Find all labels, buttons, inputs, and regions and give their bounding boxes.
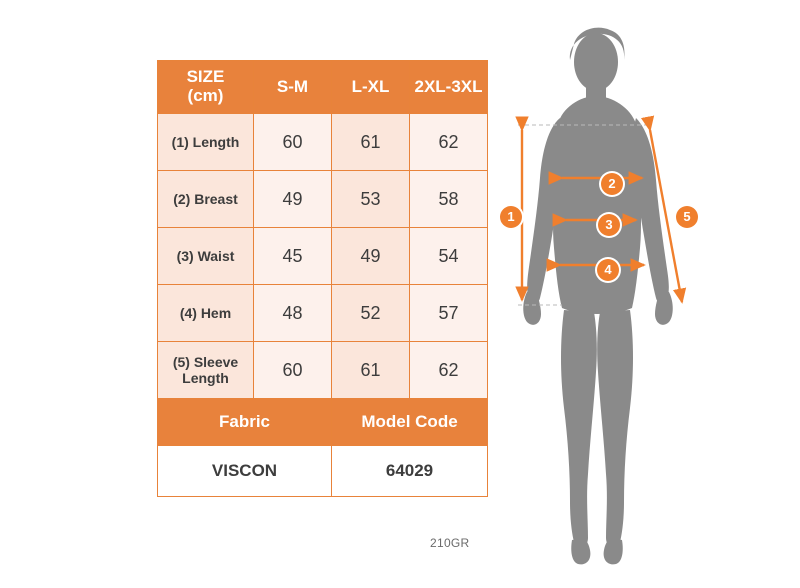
marker-1: 1 bbox=[500, 206, 522, 228]
cell-length-l-xl: 61 bbox=[332, 114, 410, 171]
table-row bbox=[158, 114, 488, 171]
marker-5: 5 bbox=[676, 206, 698, 228]
size-table bbox=[157, 60, 488, 497]
size-header-line1: SIZE bbox=[186, 67, 225, 87]
row-label-waist: (3) Waist bbox=[158, 228, 254, 285]
table-header-row bbox=[158, 61, 488, 114]
marker-2: 2 bbox=[601, 173, 623, 195]
column-header-l-xl: L-XL bbox=[332, 61, 410, 114]
size-table-container bbox=[157, 60, 482, 497]
row-label-breast: (2) Breast bbox=[158, 171, 254, 228]
female-silhouette-icon bbox=[523, 28, 673, 565]
model-code-header: Model Code bbox=[332, 399, 488, 446]
cell-sleeve-s-m: 60 bbox=[254, 342, 332, 399]
cell-length-2xl-3xl: 62 bbox=[410, 114, 488, 171]
size-unit-header bbox=[158, 61, 254, 114]
size-header-line2: (cm) bbox=[187, 86, 224, 105]
row-label-hem: (4) Hem bbox=[158, 285, 254, 342]
figure-container bbox=[500, 20, 780, 568]
cell-hem-s-m: 48 bbox=[254, 285, 332, 342]
cell-sleeve-2xl-3xl: 62 bbox=[410, 342, 488, 399]
model-code-value: 64029 bbox=[332, 446, 488, 497]
table-footer-value-row bbox=[158, 446, 488, 497]
column-header-s-m: S-M bbox=[254, 61, 332, 114]
fabric-header: Fabric bbox=[158, 399, 332, 446]
cell-hem-2xl-3xl: 57 bbox=[410, 285, 488, 342]
table-row bbox=[158, 285, 488, 342]
cell-breast-2xl-3xl: 58 bbox=[410, 171, 488, 228]
column-header-2xl-3xl: 2XL-3XL bbox=[410, 61, 488, 114]
row-label-sleeve-length: (5) Sleeve Length bbox=[158, 342, 254, 399]
table-footer-header-row bbox=[158, 399, 488, 446]
cell-breast-l-xl: 53 bbox=[332, 171, 410, 228]
marker-3: 3 bbox=[598, 214, 620, 236]
table-row bbox=[158, 228, 488, 285]
fabric-value: VISCON bbox=[158, 446, 332, 497]
cell-breast-s-m: 49 bbox=[254, 171, 332, 228]
cell-waist-l-xl: 49 bbox=[332, 228, 410, 285]
row-label-length: (1) Length bbox=[158, 114, 254, 171]
cell-hem-l-xl: 52 bbox=[332, 285, 410, 342]
mannequin-diagram bbox=[500, 20, 780, 568]
cell-length-s-m: 60 bbox=[254, 114, 332, 171]
cell-waist-s-m: 45 bbox=[254, 228, 332, 285]
weight-note: 210GR bbox=[430, 536, 470, 550]
table-row bbox=[158, 171, 488, 228]
cell-waist-2xl-3xl: 54 bbox=[410, 228, 488, 285]
marker-4: 4 bbox=[597, 259, 619, 281]
cell-sleeve-l-xl: 61 bbox=[332, 342, 410, 399]
table-row bbox=[158, 342, 488, 399]
